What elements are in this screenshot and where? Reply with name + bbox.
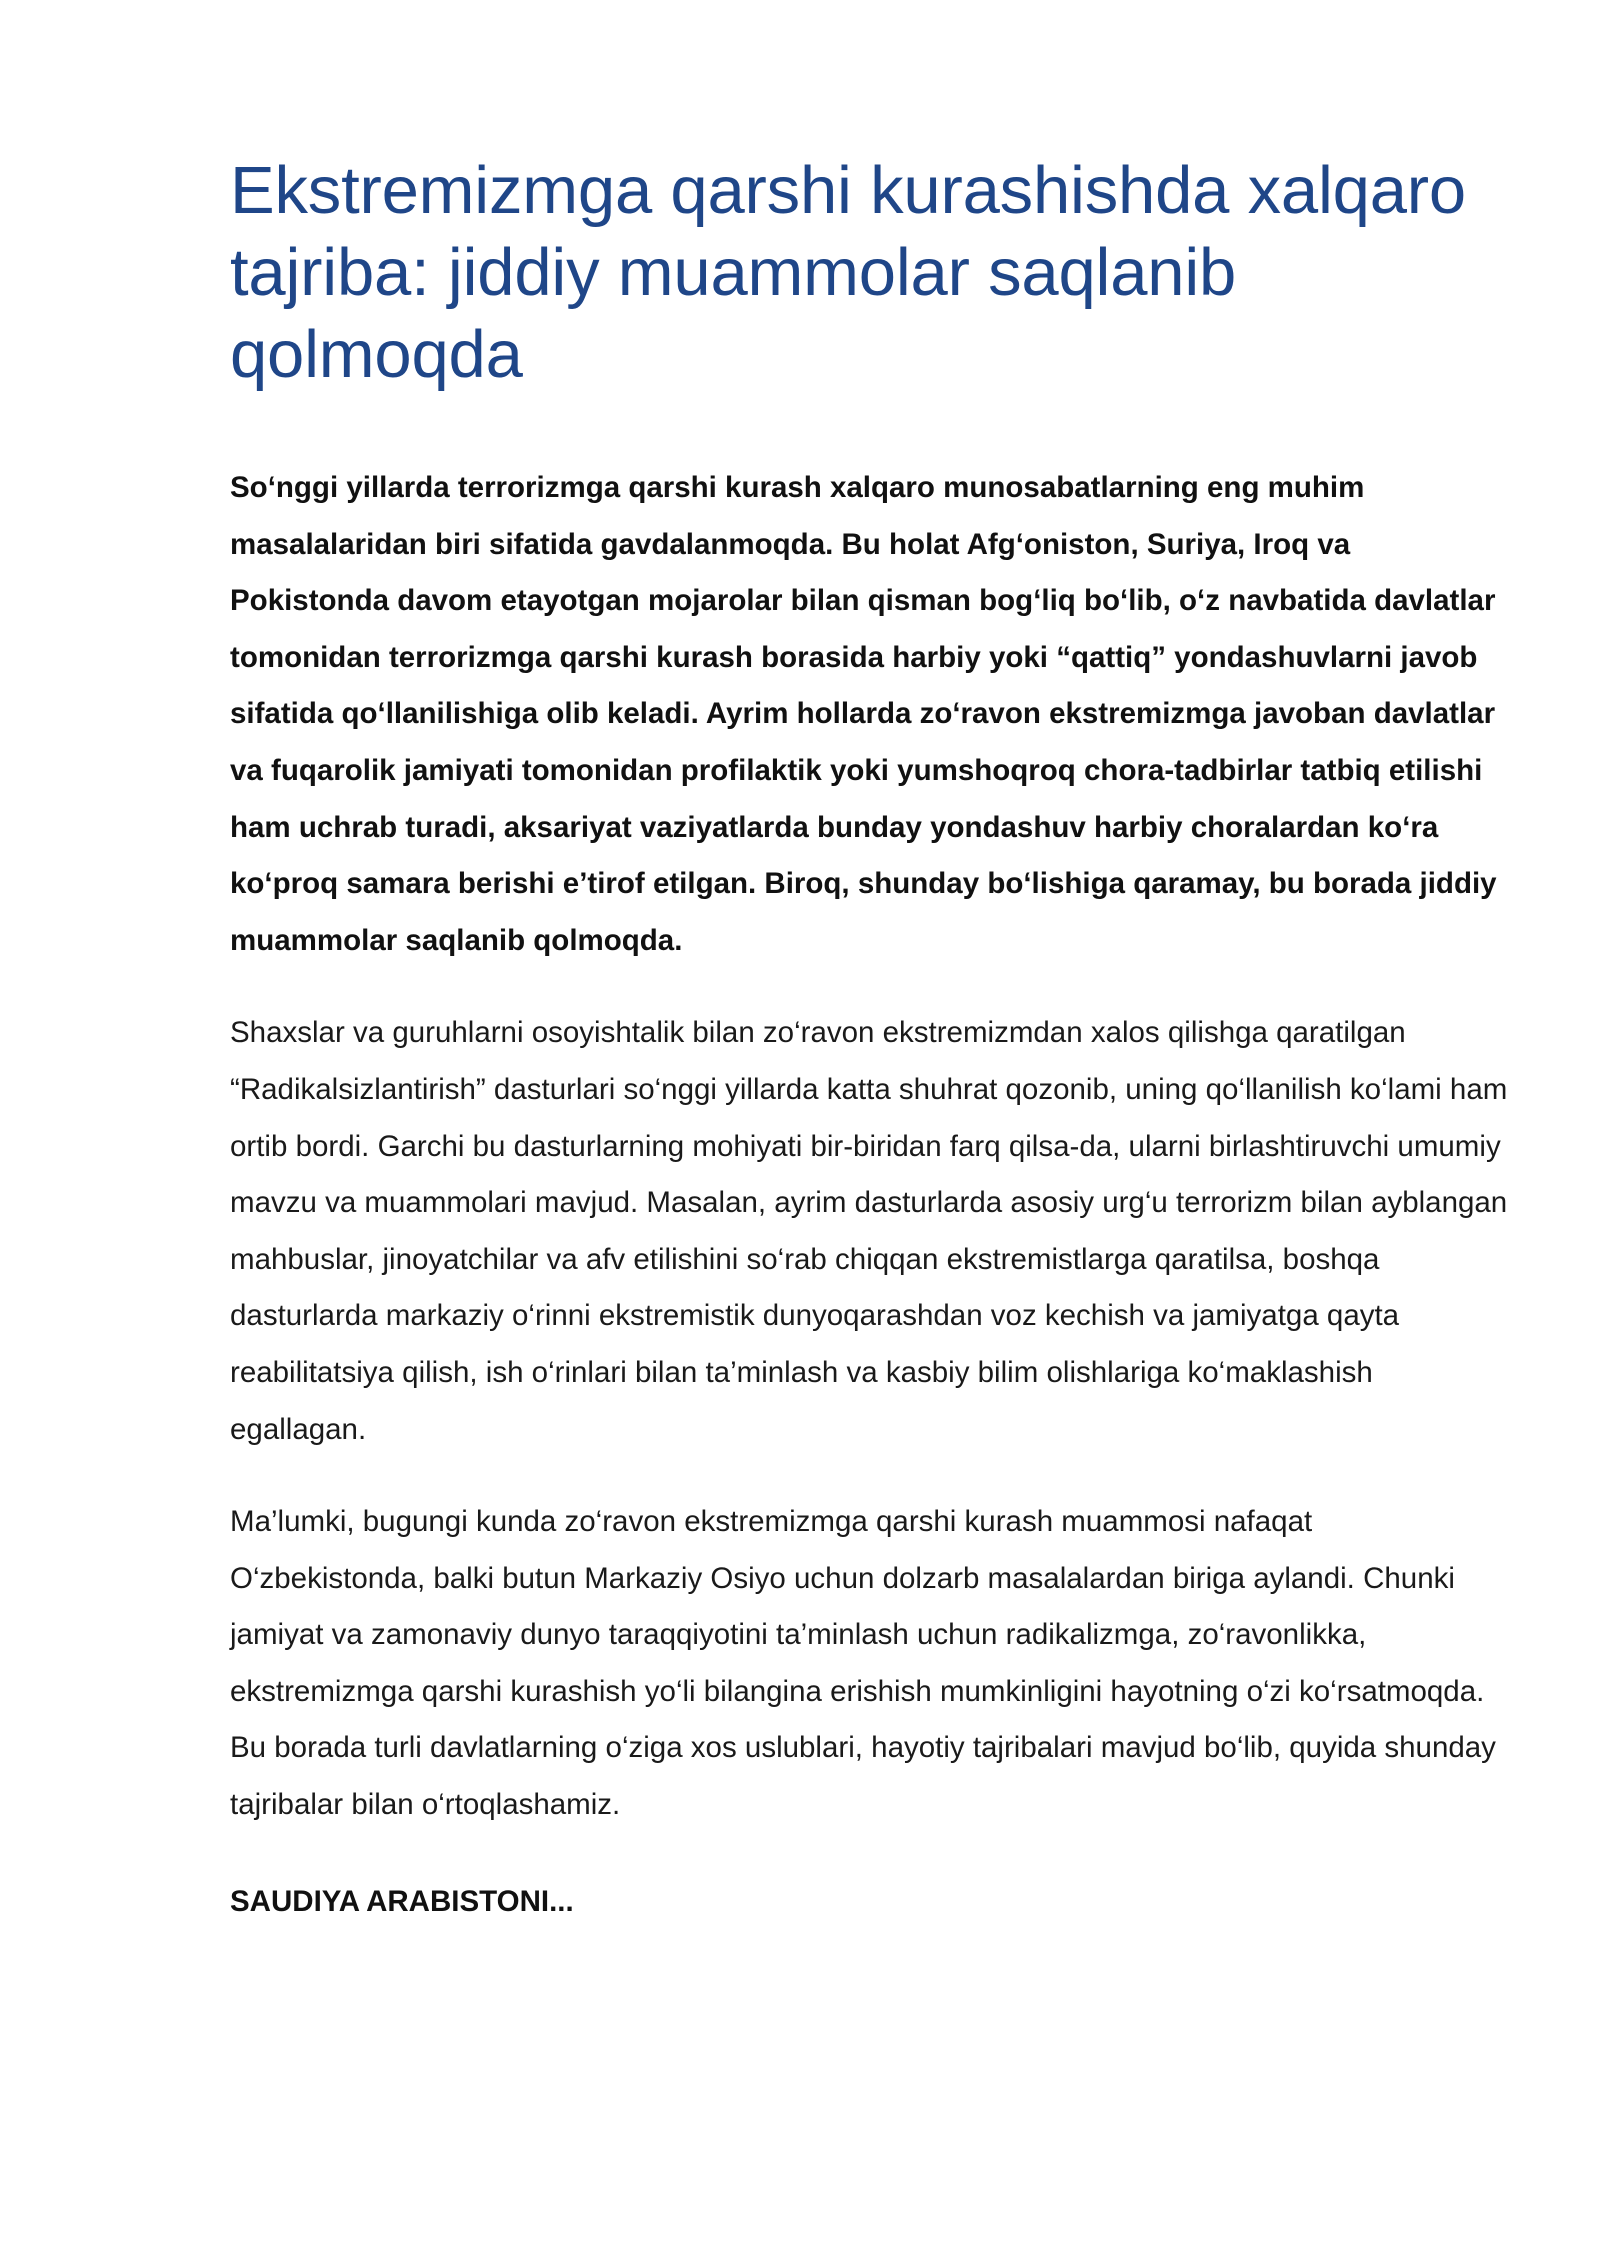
article-title: Ekstremizmga qarshi kurashishda xalqaro tajriba: jiddiy muammolar saqlanib qolmoqda	[230, 153, 1466, 392]
document-page	[230, 150, 1510, 1922]
article-paragraph-1: Shaxslar va guruhlarni osoyishtalik bilan zo‘ravon ekstremizmdan xalos qilishga qaratilgan “Radikalsizlantirish” dasturlari so‘nggi yillarda katta shuhrat qozonib, uning qo‘llanilish ko‘lami ham ortib bordi. Garchi bu dasturlarning mohiyati bir-biridan farq qilsa-da, ularni birlashtiruvchi umumiy mavzu va muammolari mavjud. Masalan, ayrim dasturlarda asosiy urg‘u terrorizm bilan ayblangan mahbuslar, jinoyatchilar va afv etilishini so‘rab chiqqan ekstremistlarga qaratilsa, boshqa dasturlarda markaziy o‘rinni ekstremistik dunyoqarashdan voz kechish va jamiyatga qayta reabilitatsiya qilish, ish o‘rinlari bilan ta’minlash va kasbiy bilim olishlariga ko‘maklashish egallagan.	[230, 1016, 1508, 1446]
article-lead-paragraph: So‘nggi yillarda terrorizmga qarshi kurash xalqaro munosabatlarning eng muhim masalalaridan biri sifatida gavdalanmoqda. Bu holat Afg‘oniston, Suriya, Iroq va Pokistonda davom etayotgan mojarolar bilan qisman bog‘liq bo‘lib, o‘z navbatida davlatlar tomonidan terrorizmga qarshi kurash borasida harbiy yoki “qattiq” yondashuvlarni javob sifatida qo‘llanilishiga olib keladi. Ayrim hollarda zo‘ravon ekstremizmga javoban davlatlar va fuqarolik jamiyati tomonidan profilaktik yoki yumshoqroq chora-tadbirlar tatbiq etilishi ham uchrab turadi, aksariyat vaziyatlarda bunday yondashuv harbiy choralardan ko‘ra ko‘proq samara berishi e’tirof etilgan. Biroq, shunday bo‘lishiga qaramay, bu borada jiddiy muammolar saqlanib qolmoqda.	[230, 471, 1497, 957]
article-paragraph-2: Ma’lumki, bugungi kunda zo‘ravon ekstremizmga qarshi kurash muammosi nafaqat O‘zbekistonda, balki butun Markaziy Osiyo uchun dolzarb masalalardan biriga aylandi. Chunki jamiyat va zamonaviy dunyo taraqqiyotini ta’minlash uchun radikalizmga, zo‘ravonlikka, ekstremizmga qarshi kurashish yo‘li bilangina erishish mumkinligini hayotning o‘zi ko‘rsatmoqda. Bu borada turli davlatlarning o‘ziga xos uslublari, hayotiy tajribalari mavjud bo‘lib, quyida shunday tajribalar bilan o‘rtoqlashamiz.	[230, 1505, 1496, 1822]
section-heading: SAUDIYA ARABISTONI...	[230, 1884, 574, 1918]
